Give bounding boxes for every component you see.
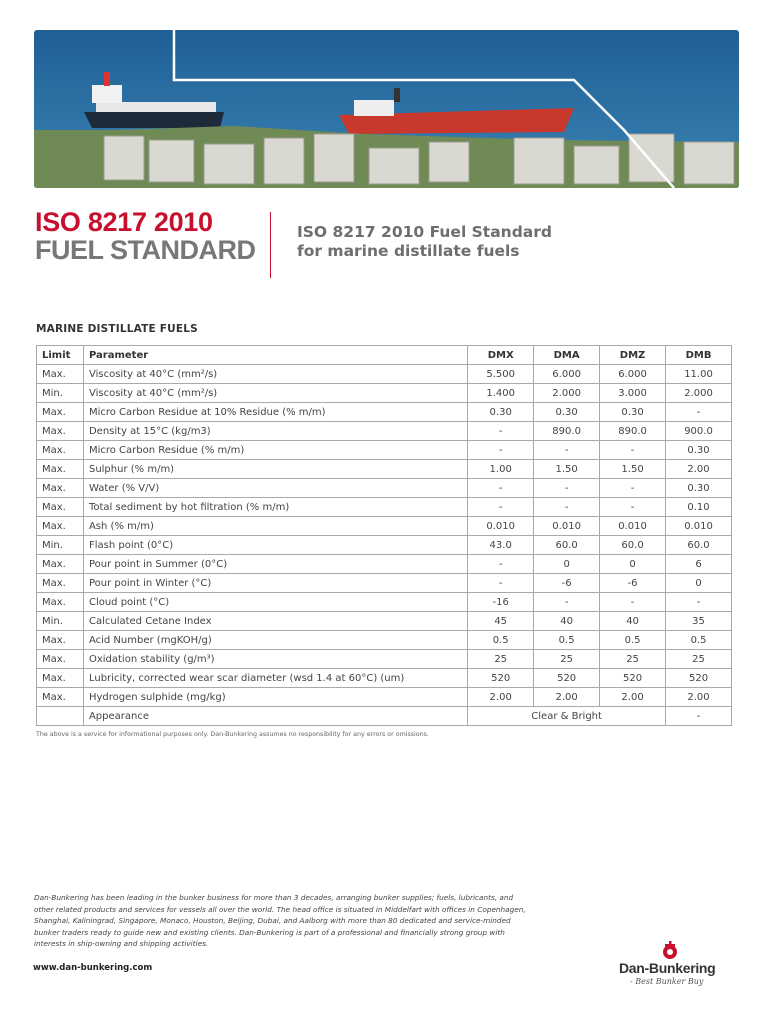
cell-dma: 0 <box>534 555 600 574</box>
cell-limit: Max. <box>37 365 84 384</box>
header-parameter: Parameter <box>83 346 467 365</box>
cell-dmb: 900.0 <box>666 422 732 441</box>
table-row <box>37 688 732 707</box>
cell-dma: - <box>534 593 600 612</box>
cell-limit: Max. <box>37 460 84 479</box>
cell-dmx: - <box>468 555 534 574</box>
cell-dmb: 6 <box>666 555 732 574</box>
cell-dma: 2.00 <box>534 688 600 707</box>
cell-parameter: Total sediment by hot filtration (% m/m) <box>83 498 467 517</box>
cell-dmx: 25 <box>468 650 534 669</box>
subtitle-line1: ISO 8217 2010 Fuel Standard <box>297 223 553 241</box>
header-dmz: DMZ <box>600 346 666 365</box>
table-row <box>37 612 732 631</box>
cell-dmx: 0.010 <box>468 517 534 536</box>
cell-parameter: Micro Carbon Residue (% m/m) <box>83 441 467 460</box>
cell-dmb: 520 <box>666 669 732 688</box>
cell-dmb: 0.5 <box>666 631 732 650</box>
cell-parameter: Micro Carbon Residue at 10% Residue (% m/m) <box>83 403 467 422</box>
cell-parameter: Pour point in Winter (°C) <box>83 574 467 593</box>
cell-dma: - <box>534 441 600 460</box>
cell-limit: Max. <box>37 403 84 422</box>
about-paragraph <box>34 892 539 950</box>
header-dmb: DMB <box>666 346 732 365</box>
cell-limit: Max. <box>37 555 84 574</box>
cell-dma: 1.50 <box>534 460 600 479</box>
cell-dmz: 0.010 <box>600 517 666 536</box>
cell-dmb: 2.00 <box>666 688 732 707</box>
cell-dmz: 0.30 <box>600 403 666 422</box>
cell-dma: 40 <box>534 612 600 631</box>
cell-limit: Max. <box>37 517 84 536</box>
cell-limit: Max. <box>37 688 84 707</box>
cell-dmb: 35 <box>666 612 732 631</box>
cell-dmx: 45 <box>468 612 534 631</box>
cell-dmb: 0.10 <box>666 498 732 517</box>
cell-dma: - <box>534 479 600 498</box>
cell-limit <box>37 707 84 726</box>
cell-dmz: - <box>600 479 666 498</box>
cell-dmx: 5.500 <box>468 365 534 384</box>
cell-parameter: Water (% V/V) <box>83 479 467 498</box>
table-row <box>37 555 732 574</box>
cell-dmx: 1.00 <box>468 460 534 479</box>
cell-dmz: - <box>600 593 666 612</box>
cell-dmz: 25 <box>600 650 666 669</box>
cell-parameter: Density at 15°C (kg/m3) <box>83 422 467 441</box>
specification-table <box>36 345 732 726</box>
cell-dmz: 520 <box>600 669 666 688</box>
about-line: other related products and services for vessels all over the world. The head office is situated in Middelfart with offices in Copenhagen, <box>34 904 526 914</box>
cell-dmx: - <box>468 498 534 517</box>
table-row <box>37 365 732 384</box>
about-line: Dan-Bunkering has been leading in the bunker business for more than 3 decades, arranging bunker supplies; fuels, lubricants, and <box>34 893 514 902</box>
cell-dma: -6 <box>534 574 600 593</box>
header-limit: Limit <box>37 346 84 365</box>
cell-limit: Min. <box>37 612 84 631</box>
table-row <box>37 593 732 612</box>
cell-dmb: 0.010 <box>666 517 732 536</box>
table-row <box>37 536 732 555</box>
cell-appearance-merged: Clear & Bright <box>468 707 666 726</box>
cell-dmb: - <box>666 707 732 726</box>
table-row <box>37 669 732 688</box>
cell-limit: Max. <box>37 669 84 688</box>
hero-image <box>34 30 739 188</box>
table-row <box>37 574 732 593</box>
cell-parameter: Viscosity at 40°C (mm²/s) <box>83 384 467 403</box>
cell-dmz: 60.0 <box>600 536 666 555</box>
header-dma: DMA <box>534 346 600 365</box>
cell-limit: Max. <box>37 650 84 669</box>
cell-dmz: 890.0 <box>600 422 666 441</box>
cell-dmz: 1.50 <box>600 460 666 479</box>
cell-dma: 520 <box>534 669 600 688</box>
cell-parameter: Hydrogen sulphide (mg/kg) <box>83 688 467 707</box>
logo-tagline: - Best Bunker Buy <box>630 977 704 986</box>
cell-dmx: 43.0 <box>468 536 534 555</box>
cell-parameter: Viscosity at 40°C (mm²/s) <box>83 365 467 384</box>
cell-dmb: 0.30 <box>666 441 732 460</box>
cell-parameter: Lubricity, corrected wear scar diameter (wsd 1.4 at 60°C) (um) <box>83 669 467 688</box>
cell-dmb: - <box>666 593 732 612</box>
cell-limit: Min. <box>37 384 84 403</box>
cell-parameter: Cloud point (°C) <box>83 593 467 612</box>
cell-dmx: 2.00 <box>468 688 534 707</box>
subtitle <box>297 223 552 261</box>
title-divider <box>270 212 271 278</box>
cell-parameter: Acid Number (mgKOH/g) <box>83 631 467 650</box>
table-row <box>37 422 732 441</box>
cell-dma: 0.5 <box>534 631 600 650</box>
disclaimer-text: The above is a service for informational purposes only. Dan-Bunkering assumes no responsibility for any errors or omissions. <box>36 731 429 738</box>
cell-dmz: 40 <box>600 612 666 631</box>
website-link[interactable]: www.dan-bunkering.com <box>33 963 153 973</box>
about-line: interests in ship-owning and shipping activities. <box>34 939 209 948</box>
cell-dmb: 60.0 <box>666 536 732 555</box>
table-row <box>37 460 732 479</box>
cell-dmx: 1.400 <box>468 384 534 403</box>
cell-limit: Max. <box>37 631 84 650</box>
cell-dmz: 0 <box>600 555 666 574</box>
cell-dma: 25 <box>534 650 600 669</box>
cell-dmb: - <box>666 403 732 422</box>
table-row <box>37 384 732 403</box>
table-row <box>37 517 732 536</box>
cell-dmz: 6.000 <box>600 365 666 384</box>
cell-dmz: 3.000 <box>600 384 666 403</box>
title-block <box>35 208 256 264</box>
cell-dmx: 0.5 <box>468 631 534 650</box>
logo-name: Dan-Bunkering <box>619 960 716 976</box>
main-title-line2: FUEL STANDARD <box>35 235 256 265</box>
cell-parameter: Ash (% m/m) <box>83 517 467 536</box>
cell-dmx: 0.30 <box>468 403 534 422</box>
cell-dmz: - <box>600 498 666 517</box>
cell-dmb: 25 <box>666 650 732 669</box>
cell-limit: Max. <box>37 422 84 441</box>
cell-dmx: - <box>468 422 534 441</box>
cell-parameter: Oxidation stability (g/m³) <box>83 650 467 669</box>
about-line: bunker traders ready to guide new and existing clients. Dan-Bunkering is part of a professional and financially strong group with <box>34 927 505 937</box>
main-title-line1: ISO 8217 2010 <box>35 207 213 237</box>
cell-parameter: Pour point in Summer (0°C) <box>83 555 467 574</box>
cell-limit: Max. <box>37 593 84 612</box>
table-row <box>37 403 732 422</box>
cell-dmx: -16 <box>468 593 534 612</box>
company-logo <box>616 940 726 995</box>
table-row-appearance <box>37 707 732 726</box>
cell-limit: Max. <box>37 479 84 498</box>
cell-dmx: - <box>468 441 534 460</box>
cell-dmx: 520 <box>468 669 534 688</box>
table-row <box>37 498 732 517</box>
table-row <box>37 441 732 460</box>
cell-dmb: 2.00 <box>666 460 732 479</box>
table-row <box>37 650 732 669</box>
header-dmx: DMX <box>468 346 534 365</box>
cell-dmz: 0.5 <box>600 631 666 650</box>
section-title: MARINE DISTILLATE FUELS <box>36 323 198 335</box>
cell-dma: 0.30 <box>534 403 600 422</box>
cell-limit: Max. <box>37 498 84 517</box>
cell-dmx: - <box>468 479 534 498</box>
anchor-logo-icon <box>660 940 680 960</box>
cell-parameter: Calculated Cetane Index <box>83 612 467 631</box>
about-line: Shanghai, Kaliningrad, Singapore, Monaco, Houston, Beijing, Dubai, and Aalborg with more than 80 dedicated and service-minded <box>34 916 511 925</box>
cell-dmz: 2.00 <box>600 688 666 707</box>
cell-limit: Min. <box>37 536 84 555</box>
cell-dmb: 11.00 <box>666 365 732 384</box>
cell-dma: 60.0 <box>534 536 600 555</box>
cell-dmb: 2.000 <box>666 384 732 403</box>
cell-dmx: - <box>468 574 534 593</box>
cell-dmb: 0.30 <box>666 479 732 498</box>
cell-parameter: Sulphur (% m/m) <box>83 460 467 479</box>
cell-limit: Max. <box>37 441 84 460</box>
table-row <box>37 479 732 498</box>
cell-limit: Max. <box>37 574 84 593</box>
cell-dmb: 0 <box>666 574 732 593</box>
table-header-row <box>37 346 732 365</box>
cell-dma: 0.010 <box>534 517 600 536</box>
cell-dma: 890.0 <box>534 422 600 441</box>
cell-dma: 6.000 <box>534 365 600 384</box>
table-row <box>37 631 732 650</box>
cell-dmz: - <box>600 441 666 460</box>
cell-dmz: -6 <box>600 574 666 593</box>
cell-dma: 2.000 <box>534 384 600 403</box>
cell-parameter: Appearance <box>83 707 467 726</box>
subtitle-line2: for marine distillate fuels <box>297 242 520 260</box>
cell-dma: - <box>534 498 600 517</box>
cell-parameter: Flash point (0°C) <box>83 536 467 555</box>
